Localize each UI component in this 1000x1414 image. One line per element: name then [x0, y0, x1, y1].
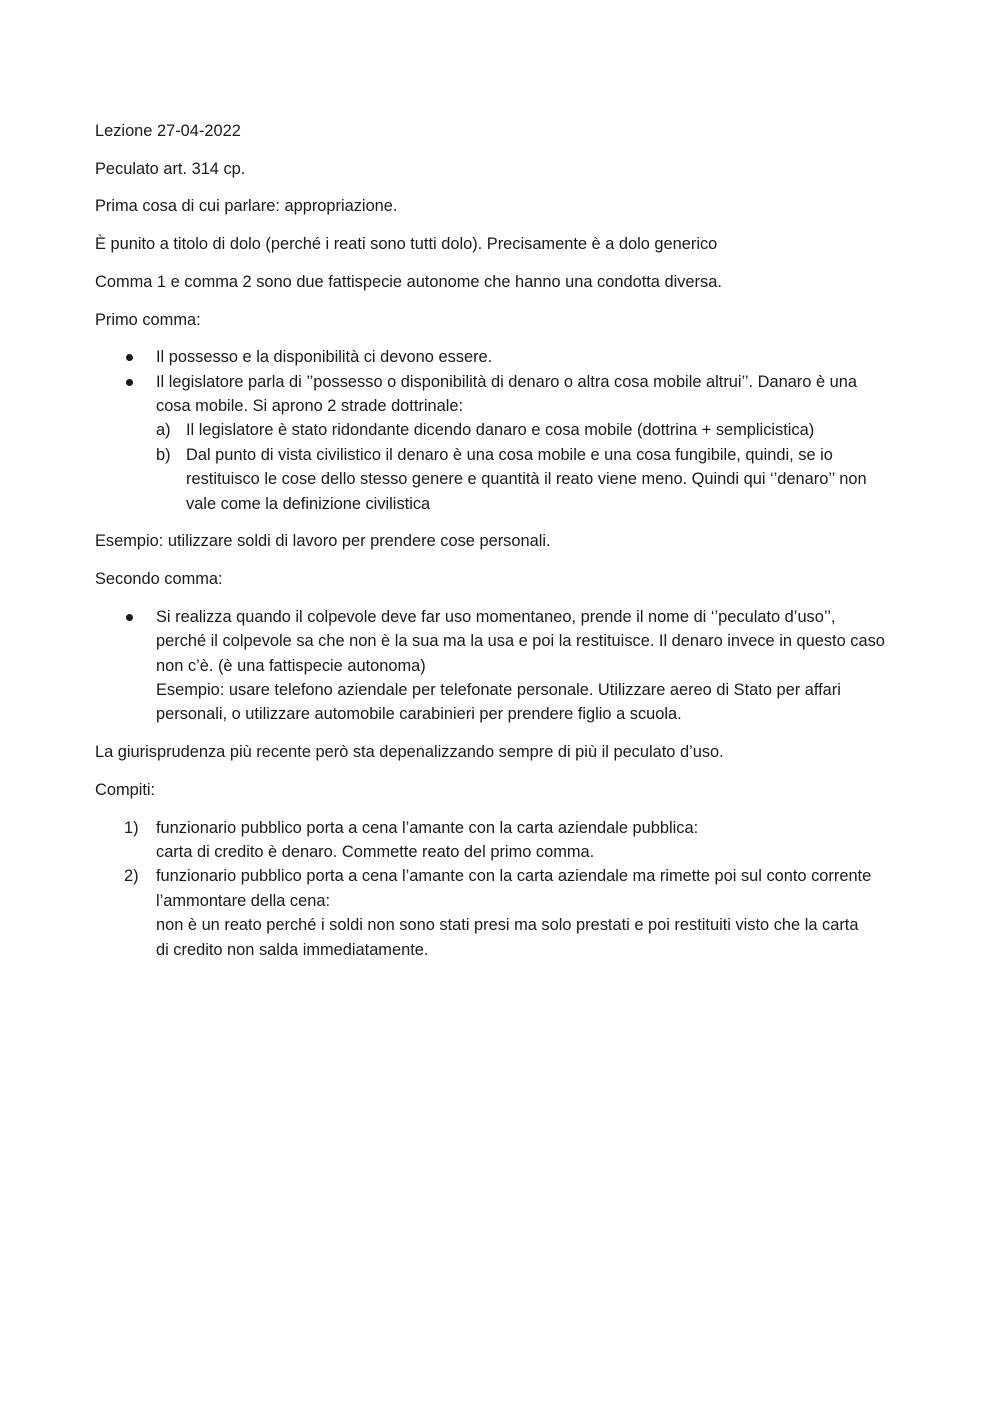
sub-item-label: b): [156, 445, 171, 464]
item-text-line: non è un reato perché i soldi non sono stati presi ma solo prestati e poi restituiti visto che la carta: [156, 916, 859, 935]
sub-item-text-line: restituisco le cose dello stesso genere e quantità il reato viene meno. Quindi qui ‘’denaro’’ non: [186, 470, 867, 489]
list-item: [95, 816, 915, 865]
bullet-icon: [126, 379, 133, 386]
document-title: Peculato art. 314 cp.: [95, 159, 246, 178]
sub-list: [156, 418, 915, 516]
primo-comma-heading: Primo comma:: [95, 310, 201, 329]
item-text-line: di credito non salda immediatamente.: [156, 940, 429, 959]
compiti-list: [95, 816, 915, 962]
list-item: [95, 605, 915, 727]
sub-item-text-line: Dal punto di vista civilistico il denaro è una cosa mobile e una cosa fungibile, quindi, se io: [186, 445, 833, 464]
list-item: [95, 345, 915, 369]
bullet-text-line: Esempio: usare telefono aziendale per telefonate personale. Utilizzare aereo di Stato per affari: [156, 680, 841, 699]
bullet-icon: [126, 614, 133, 621]
sub-list-item: [156, 443, 915, 516]
bullet-text-line: Il legislatore parla di ’’possesso o disponibilità di denaro o altra cosa mobile altrui’’. Danaro è una: [156, 372, 857, 391]
list-item: [95, 864, 915, 962]
bullet-text-line: non c’è. (è una fattispecie autonoma): [156, 656, 426, 675]
bullet-text-line: cosa mobile. Si aprono 2 strade dottrinale:: [156, 397, 464, 416]
item-text-line: l’ammontare della cena:: [156, 891, 331, 910]
secondo-comma-list: [95, 605, 915, 727]
bullet-text-line: Si realizza quando il colpevole deve far uso momentaneo, prende il nome di ‘’peculato d’uso’’,: [156, 607, 836, 626]
bullet-text-line: perché il colpevole sa che non è la sua ma la usa e poi la restituisce. Il denaro invece in questo caso: [156, 632, 885, 651]
sub-item-text: Il legislatore è stato ridondante dicendo danaro e cosa mobile (dottrina + semplicistica): [186, 421, 815, 440]
list-item: [95, 370, 915, 516]
compiti-heading: Compiti:: [95, 780, 156, 799]
document-page: [95, 119, 915, 975]
sub-item-label: a): [156, 421, 171, 440]
bullet-text-line: personali, o utilizzare automobile carabinieri per prendere figlio a scuola.: [156, 705, 682, 724]
item-text-line: funzionario pubblico porta a cena l’amante con la carta aziendale pubblica:: [156, 818, 699, 837]
sub-list-item: [156, 418, 915, 442]
item-number: 2): [124, 867, 139, 886]
item-text-line: funzionario pubblico porta a cena l’amante con la carta aziendale ma rimette poi sul conto corrente: [156, 867, 872, 886]
paragraph-esempio: Esempio: utilizzare soldi di lavoro per prendere cose personali.: [95, 532, 551, 551]
paragraph-dolo: È punito a titolo di dolo (perché i reati sono tutti dolo). Precisamente è a dolo generico: [95, 235, 718, 254]
paragraph-commi: Comma 1 e comma 2 sono due fattispecie autonome che hanno una condotta diversa.: [95, 272, 722, 291]
bullet-icon: [126, 354, 133, 361]
item-number: 1): [124, 818, 139, 837]
paragraph-giurisprudenza: La giurisprudenza più recente però sta depenalizzando sempre di più il peculato d’uso.: [95, 743, 724, 762]
lesson-date: Lezione 27-04-2022: [95, 122, 241, 140]
secondo-comma-heading: Secondo comma:: [95, 570, 223, 589]
item-text-line: carta di credito è denaro. Commette reato del primo comma.: [156, 842, 595, 861]
sub-item-text-line: vale come la definizione civilistica: [186, 494, 431, 513]
bullet-text: Il possesso e la disponibilità ci devono essere.: [156, 348, 493, 367]
primo-comma-list: [95, 345, 915, 516]
paragraph-appropriazione: Prima cosa di cui parlare: appropriazione.: [95, 197, 398, 216]
